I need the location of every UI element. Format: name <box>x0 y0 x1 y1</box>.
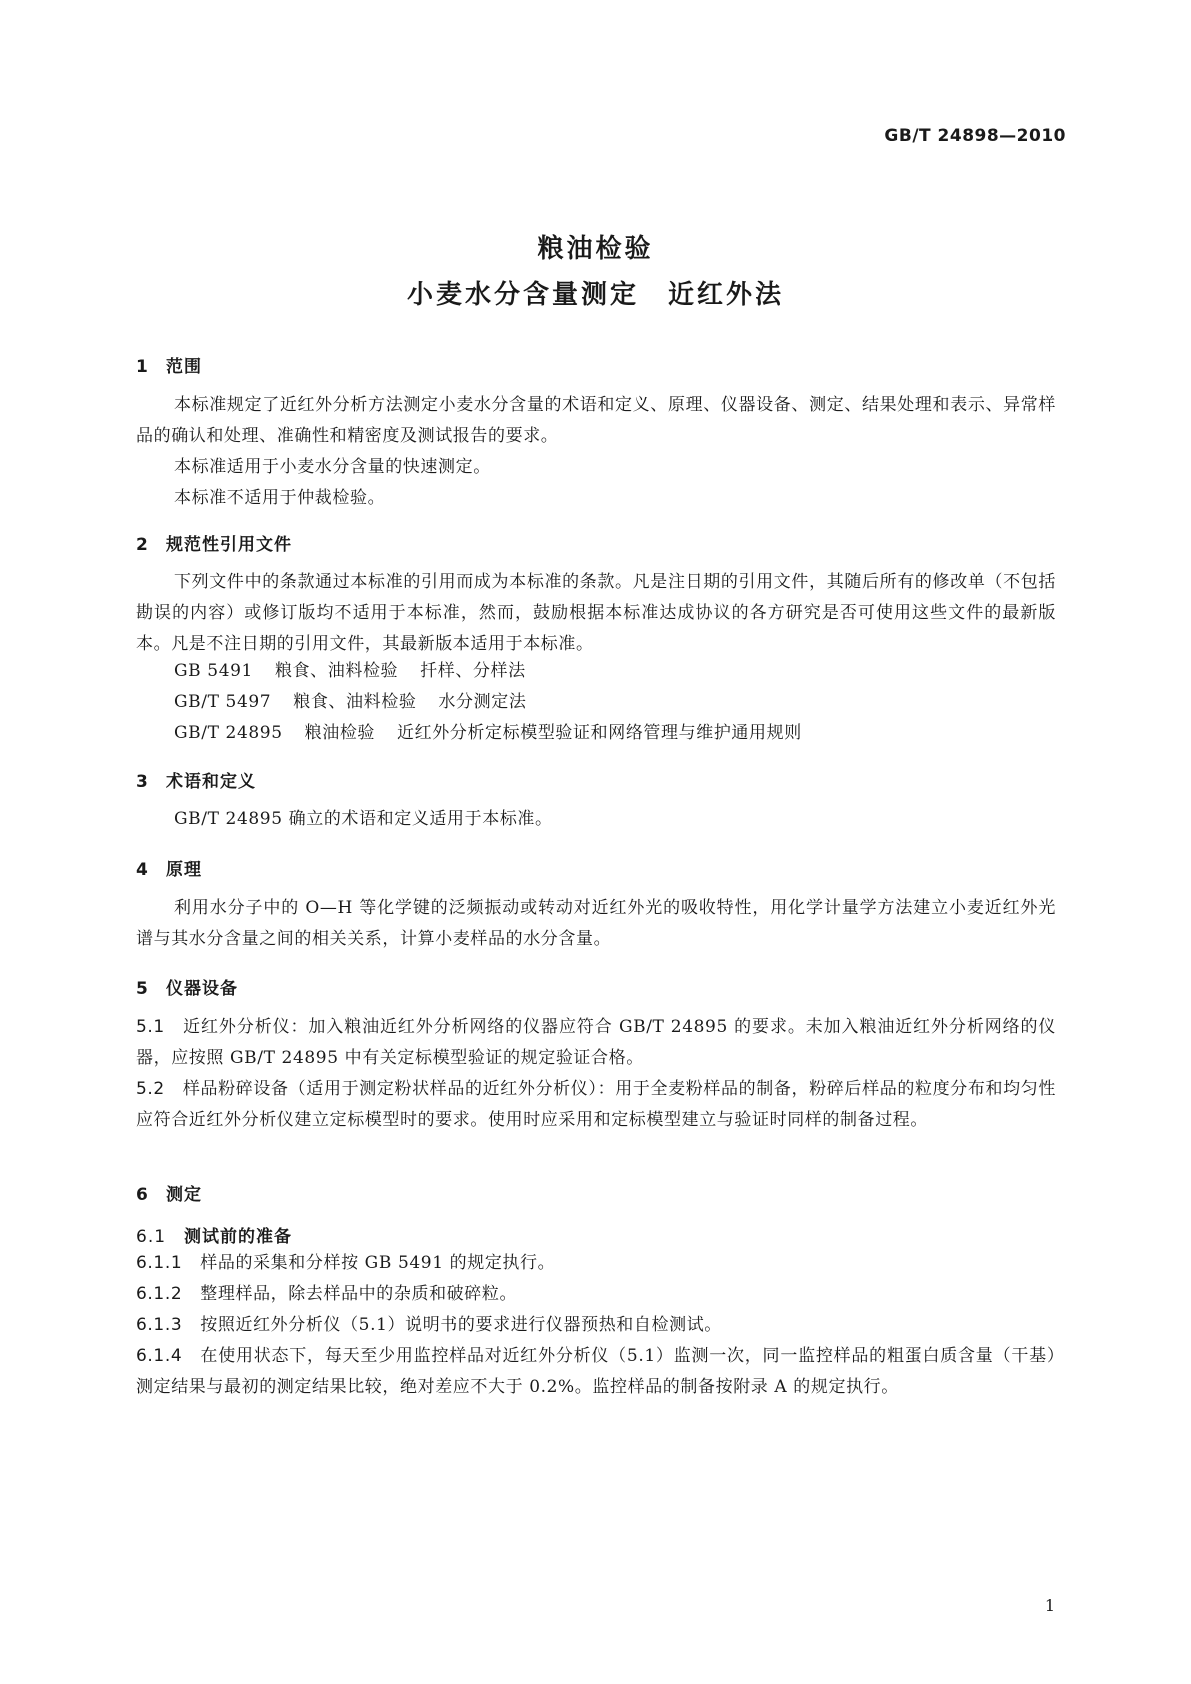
clause-text: 整理样品，除去样品中的杂质和破碎粒。 <box>200 1284 518 1304</box>
references-paragraph: 下列文件中的条款通过本标准的引用而成为本标准的条款。凡是注日期的引用文件，其随后所有的修改单（不包括勘误的内容）或修订版均不适用于本标准，然而，鼓励根据本标准达成协议的各方研究是否可使用这些文件的最新版本。凡是不注日期的引用文件，其最新版本适用于本标准。 <box>136 572 1056 654</box>
clause-number: 5.2 <box>136 1079 165 1099</box>
reference-code: GB/T 24895 <box>174 723 283 743</box>
section-title: 范围 <box>166 357 202 377</box>
clause-6-1-2 <box>136 1279 1056 1310</box>
section-heading-principle <box>136 855 202 880</box>
clause-6-1-4 <box>136 1341 1056 1403</box>
clause-text: 近红外分析仪：加入粮油近红外分析网络的仪器应符合 GB/T 24895 的要求。未加入粮油近红外分析网络的仪器，应按照 GB/T 24895 中有关定标模型验证的规定验证合格。 <box>136 1017 1056 1068</box>
page-number: 1 <box>1044 1596 1055 1615</box>
reference-title: 水分测定法 <box>438 692 527 712</box>
terms-paragraph: GB/T 24895 确立的术语和定义适用于本标准。 <box>174 809 553 829</box>
clause-6-1-3 <box>136 1310 1056 1341</box>
reference-name: 粮食、油料检验 <box>293 692 417 712</box>
clause-text: 样品粉碎设备（适用于测定粉状样品的近红外分析仪）：用于全麦粉样品的制备，粉碎后样品的粒度分布和均匀性应符合近红外分析仪建立定标模型时的要求。使用时应采用和定标模型建立与验证时同样的制备过程。 <box>136 1079 1056 1130</box>
section-title: 原理 <box>166 860 202 880</box>
clause-text: 按照近红外分析仪（5.1）说明书的要求进行仪器预热和自检测试。 <box>200 1315 722 1335</box>
document-title-line1: 粮油检验 <box>537 234 654 264</box>
document-title-line2: 小麦水分含量测定 近红外法 <box>406 280 784 310</box>
clause-text: 在使用状态下，每天至少用监控样品对近红外分析仪（5.1）监测一次，同一监控样品的粗蛋白质含量（干基）测定结果与最初的测定结果比较，绝对差应不大于 0.2%。监控样品的制备按附录 A 的规定执行。 <box>136 1346 1056 1397</box>
clause-6-1-1 <box>136 1248 1056 1279</box>
clause-text: 样品的采集和分样按 GB 5491 的规定执行。 <box>200 1253 556 1273</box>
reference-item <box>174 656 526 687</box>
clause-number: 6.1.2 <box>136 1284 183 1304</box>
section-heading-normative-references <box>136 530 292 555</box>
subclause-title: 测试前的准备 <box>184 1227 293 1247</box>
section-number: 1 <box>136 357 149 377</box>
reference-title: 扦样、分样法 <box>420 661 526 681</box>
standard-code: GB/T 24898—2010 <box>884 126 1066 146</box>
reference-title: 近红外分析定标模型验证和网络管理与维护通用规则 <box>397 723 802 743</box>
scope-paragraph-1: 本标准规定了近红外分析方法测定小麦水分含量的术语和定义、原理、仪器设备、测定、结果处理和表示、异常样品的确认和处理、准确性和精密度及测试报告的要求。 <box>136 395 1056 446</box>
section-title: 规范性引用文件 <box>166 535 292 555</box>
section-number: 6 <box>136 1185 149 1205</box>
section-number: 2 <box>136 535 149 555</box>
scope-paragraph-3: 本标准不适用于仲裁检验。 <box>174 488 386 508</box>
clause-number: 6.1 <box>136 1227 167 1247</box>
section-heading-terms <box>136 767 256 792</box>
reference-name: 粮油检验 <box>304 723 376 743</box>
section-title: 测定 <box>166 1185 202 1205</box>
section-number: 3 <box>136 772 149 792</box>
reference-code: GB/T 5497 <box>174 692 272 712</box>
scope-paragraph-2: 本标准适用于小麦水分含量的快速测定。 <box>174 457 491 477</box>
clause-5-2 <box>136 1074 1056 1136</box>
principle-paragraph: 利用水分子中的 O—H 等化学键的泛频振动或转动对近红外光的吸收特性，用化学计量学方法建立小麦近红外光谱与其水分含量之间的相关关系，计算小麦样品的水分含量。 <box>136 898 1056 949</box>
section-title: 术语和定义 <box>166 772 256 792</box>
clause-number: 6.1.3 <box>136 1315 183 1335</box>
reference-code: GB 5491 <box>174 661 253 681</box>
section-heading-determination <box>136 1180 202 1205</box>
reference-item <box>174 687 526 718</box>
section-title: 仪器设备 <box>166 979 238 999</box>
section-heading-scope <box>136 352 202 377</box>
section-number: 5 <box>136 979 149 999</box>
section-number: 4 <box>136 860 149 880</box>
reference-name: 粮食、油料检验 <box>274 661 399 681</box>
clause-number: 6.1.4 <box>136 1346 183 1366</box>
section-heading-apparatus <box>136 974 238 999</box>
subclause-heading-6-1 <box>136 1222 292 1247</box>
clause-number: 5.1 <box>136 1017 165 1037</box>
clause-number: 6.1.1 <box>136 1253 183 1273</box>
clause-5-1 <box>136 1012 1056 1074</box>
reference-item <box>174 718 802 749</box>
